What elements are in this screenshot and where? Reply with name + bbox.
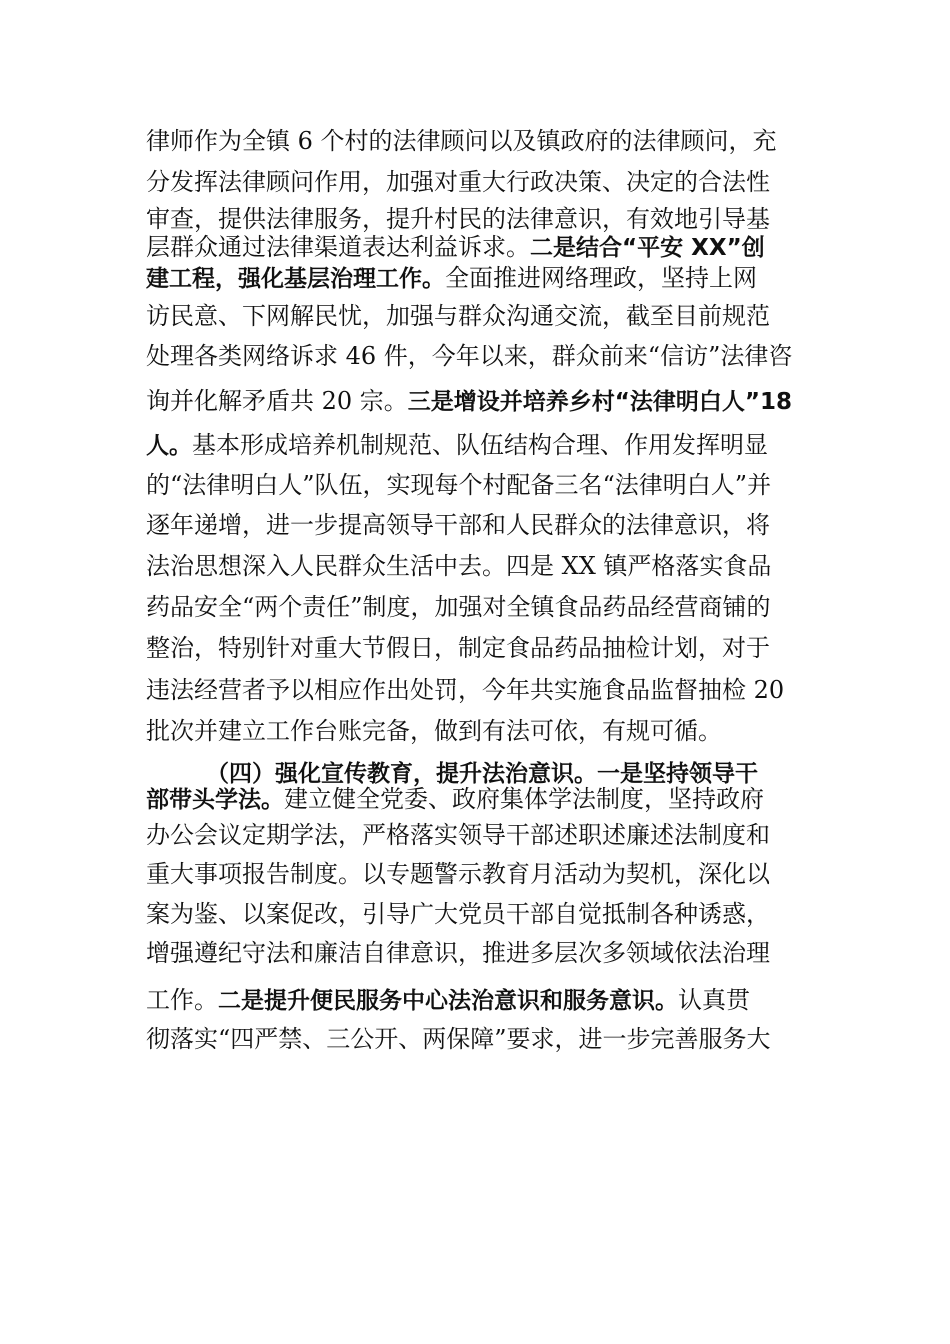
- text-line: [146, 232, 816, 263]
- text-line: [146, 341, 816, 371]
- text-line: [146, 301, 816, 331]
- bold-text-run: （四）强化宣传教育，提升法治意识。一是坚持领导干: [206, 761, 758, 787]
- text-run: 重大事项报告制度。以专题警示教育月活动为契机，深化以: [146, 860, 770, 888]
- text-run: 整治，特别针对重大节假日，制定食品药品抽检计划，对于: [146, 634, 770, 662]
- text-run: 认真贯: [678, 986, 750, 1014]
- text-run: 层群众通过法律渠道表达利益诉求。: [146, 233, 530, 261]
- text-line: [146, 386, 816, 417]
- text-run: 办公会议定期学法，严格落实领导干部述职述廉述法制度和: [146, 821, 770, 849]
- text-run: 工作。: [146, 986, 218, 1014]
- text-line: [146, 859, 816, 889]
- text-line: [146, 675, 816, 705]
- text-line: [146, 1024, 816, 1054]
- text-run: 批次并建立工作台账完备，做到有法可依，有规可循。: [146, 717, 722, 745]
- text-run: 访民意、下网解民忧，加强与群众沟通交流，截至目前规范: [146, 302, 770, 330]
- bold-text-run: 三是增设并培养乡村“法律明白人”18: [407, 389, 793, 415]
- text-run: 审查，提供法律服务，提升村民的法律意识，有效地引导基: [146, 205, 770, 233]
- text-line: [146, 204, 816, 234]
- bold-text-run: 人。: [146, 433, 192, 459]
- text-line: [146, 551, 816, 581]
- text-run: 药品安全“两个责任”制度，加强对全镇食品药品经营商铺的: [146, 593, 771, 621]
- text-line: [146, 985, 816, 1016]
- text-line: [146, 510, 816, 540]
- text-run: 全面推进网络理政，坚持上网: [445, 264, 757, 292]
- text-run: 彻落实“四严禁、三公开、两保障”要求，进一步完善服务大: [146, 1025, 771, 1053]
- bold-text-run: 部带头学法。: [146, 787, 284, 813]
- text-run: 违法经营者予以相应作出处罚，今年共实施食品监督抽检 20: [146, 676, 785, 704]
- text-run: 逐年递增，进一步提高领导干部和人民群众的法律意识，将: [146, 511, 770, 539]
- text-line: [146, 938, 816, 968]
- text-run: 增强遵纪守法和廉洁自律意识，推进多层次多领域依法治理: [146, 939, 770, 967]
- text-line: [146, 592, 816, 622]
- bold-text-run: 二是提升便民服务中心法治意识和服务意识。: [218, 988, 678, 1014]
- text-line: [146, 126, 816, 156]
- text-line: [146, 430, 816, 461]
- text-run: 处理各类网络诉求 46 件，今年以来，群众前来“信访”法律咨: [146, 342, 793, 370]
- text-line: [146, 633, 816, 663]
- text-run: 法治思想深入人民群众生活中去。四是 XX 镇严格落实食品: [146, 552, 772, 580]
- text-run: 建立健全党委、政府集体学法制度，坚持政府: [284, 785, 764, 813]
- bold-text-run: 二是结合“平安 XX”创: [530, 235, 765, 261]
- text-line: [146, 716, 816, 746]
- text-line: [146, 470, 816, 500]
- text-run: 分发挥法律顾问作用，加强对重大行政决策、决定的合法性: [146, 168, 770, 196]
- text-line: [146, 263, 816, 294]
- text-line: [146, 167, 816, 197]
- text-run: 案为鉴、以案促改，引导广大党员干部自觉抵制各种诱惑，: [146, 900, 770, 928]
- text-run: 律师作为全镇 6 个村的法律顾问以及镇政府的法律顾问，充: [146, 127, 777, 155]
- text-run: 询并化解矛盾共 20 宗。: [146, 387, 408, 415]
- text-line: [146, 899, 816, 929]
- text-line: [146, 820, 816, 850]
- text-run: 的“法律明白人”队伍，实现每个村配备三名“法律明白人”并: [146, 471, 772, 499]
- bold-text-run: 建工程，强化基层治理工作。: [146, 266, 445, 292]
- text-run: 基本形成培养机制规范、队伍结构合理、作用发挥明显: [192, 431, 768, 459]
- text-line: [146, 784, 816, 815]
